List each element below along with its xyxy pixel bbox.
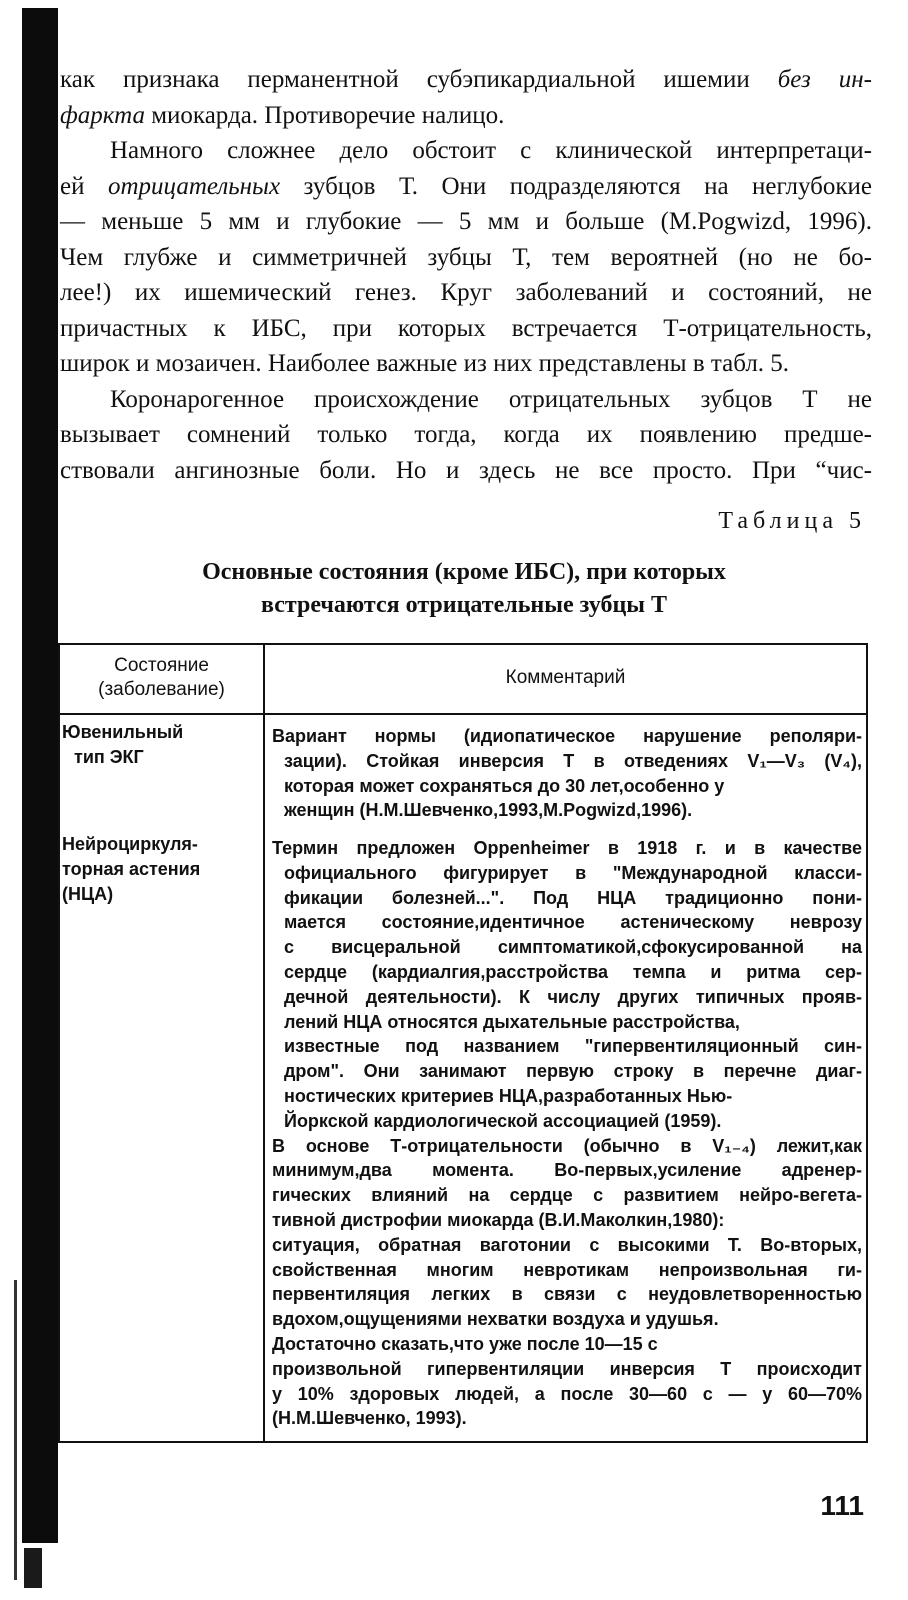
condition-line: торная астения [62, 858, 201, 879]
row2-condition [62, 832, 262, 906]
comment-line: женщин (Н.М.Шевченко,1993,M.Pogwizd,1996). [284, 800, 693, 821]
text-line: ей отрицательных зубцов Т. Они подразделяются на неглубокие [60, 172, 872, 200]
comment-line: которая может сохраняться до 30 лет,особенно у [284, 775, 725, 796]
text-line: Коронарогенное происхождение отрицательных зубцов Т не [110, 385, 872, 413]
comment-line: у 10% здоровых людей, а после 30—60 с — у 60—70% [272, 1383, 862, 1404]
comment-line: Йоркской кардиологической ассоциацией (1959). [284, 1110, 722, 1131]
comment-line: Достаточно сказать,что уже после 10—15 с [272, 1333, 658, 1354]
comment-line: зации). Стойкая инверсия Т в отведениях V₁—V₃ (V₄), [284, 750, 862, 771]
table-title-line: Основные состояния (кроме ИБС), при которых [202, 559, 726, 585]
text-line: вызывает сомнений только тогда, когда их появлению предше- [60, 421, 872, 448]
comment-line: Вариант нормы (идиопатическое нарушение реполяри- [272, 726, 862, 746]
comment-line: вдохом,ощущениями нехватки воздуха и удушья. [272, 1309, 719, 1330]
comment-line: произвольной гипервентиляции инверсия Т происходит [272, 1358, 862, 1379]
table-title-line: встречаются отрицательные зубцы Т [260, 592, 668, 618]
comment-line: тивной дистрофии миокарда (В.И.Маколкин,1980): [272, 1209, 725, 1230]
comment-line: В основе Т-отрицательности (обычно в V₁₋₄) лежит,как [272, 1135, 862, 1156]
table-header-divider [58, 713, 868, 715]
comment-line: ностических критериев НЦА,разработанных Нью- [284, 1085, 733, 1106]
comment-line: минимум,два момента. Во-первых,усиление адренер- [272, 1160, 862, 1181]
condition-line: Нейроциркуля- [62, 834, 198, 854]
comment-line: сердце (кардиалгия,расстройства темпа и ритма сер- [284, 961, 862, 982]
text-line: широк и мозаичен. Наиболее важные из них представлены в табл. 5. [60, 350, 790, 377]
comment-line: первентиляция легких в связи с неудовлетворенностью [272, 1284, 862, 1305]
comment-line: известные под названием "гипервентиляционный син- [284, 1036, 862, 1057]
comment-line: (Н.М.Шевченко, 1993). [272, 1408, 467, 1429]
comment-line: Термин предложен Oppenheimer в 1918 г. и в качестве [272, 838, 862, 858]
condition-line: (НЦА) [62, 883, 114, 904]
text-line: фаркта миокарда. Противоречие налицо. [60, 101, 505, 129]
text-line: лее!) их ишемический генез. Круг заболеваний и состояний, не [60, 279, 872, 306]
text-line: Чем глубже и симметричней зубцы Т, тем вероятней (но не бо- [60, 243, 872, 271]
comment-line: свойственная многим невротикам непроизвольная ги- [272, 1259, 862, 1280]
condition-line: Ювенильный [62, 722, 184, 742]
table-column-divider [263, 643, 265, 1443]
book-binding-shadow [22, 8, 58, 1543]
comment-line: фикации болезней...". Под НЦА традиционно пони- [284, 887, 862, 908]
comment-line: дром". Они занимают первую строку в перечне диаг- [284, 1061, 862, 1082]
scan-edge-line [14, 1280, 17, 1580]
row1-condition [62, 720, 262, 770]
comment-line: официального фигурирует в "Международной класси- [284, 862, 862, 883]
table-label: Таблица 5 [718, 508, 866, 534]
comment-line: с висцеральной симптоматикой,сфокусированной на [284, 937, 862, 958]
text-line: — меньше 5 мм и глубокие — 5 мм и больше (M.Pogwizd, 1996). [60, 208, 872, 235]
text-line: Намного сложнее дело обстоит с клинической интерпретаци- [110, 137, 872, 164]
text-line: причастных к ИБС, при которых встречается Т-отрицательность, [60, 314, 872, 342]
table-header-comment: Комментарий [505, 667, 626, 688]
comment-line: лений НЦА относятся дыхательные расстройства, [284, 1011, 740, 1032]
body-text [60, 62, 872, 488]
text-line: как признака перманентной субэпикардиальной ишемии без ин- [60, 66, 872, 93]
row2-comment [272, 836, 862, 1431]
condition-line: тип ЭКГ [74, 746, 144, 767]
header-line: Состояние [114, 655, 209, 676]
table-title [60, 556, 868, 622]
header-line: (заболевание) [98, 679, 225, 700]
comment-line: ситуация, обратная ваготонии с высокими Т. Во-вторых, [272, 1234, 862, 1255]
row1-comment [272, 724, 862, 823]
text-line: ствовали ангинозные боли. Но и здесь не все просто. При “чис- [60, 456, 872, 484]
table-header-condition [60, 654, 263, 702]
comment-line: дечной деятельности). К числу других типичных прояв- [284, 986, 862, 1007]
comment-line: гических влияний на сердце с развитием нейро-вегета- [272, 1185, 862, 1206]
comment-line: мается состояние,идентичное астеническому неврозу [284, 912, 862, 933]
scan-edge-mark [24, 1548, 42, 1588]
page-number: 111 [820, 1490, 864, 1521]
